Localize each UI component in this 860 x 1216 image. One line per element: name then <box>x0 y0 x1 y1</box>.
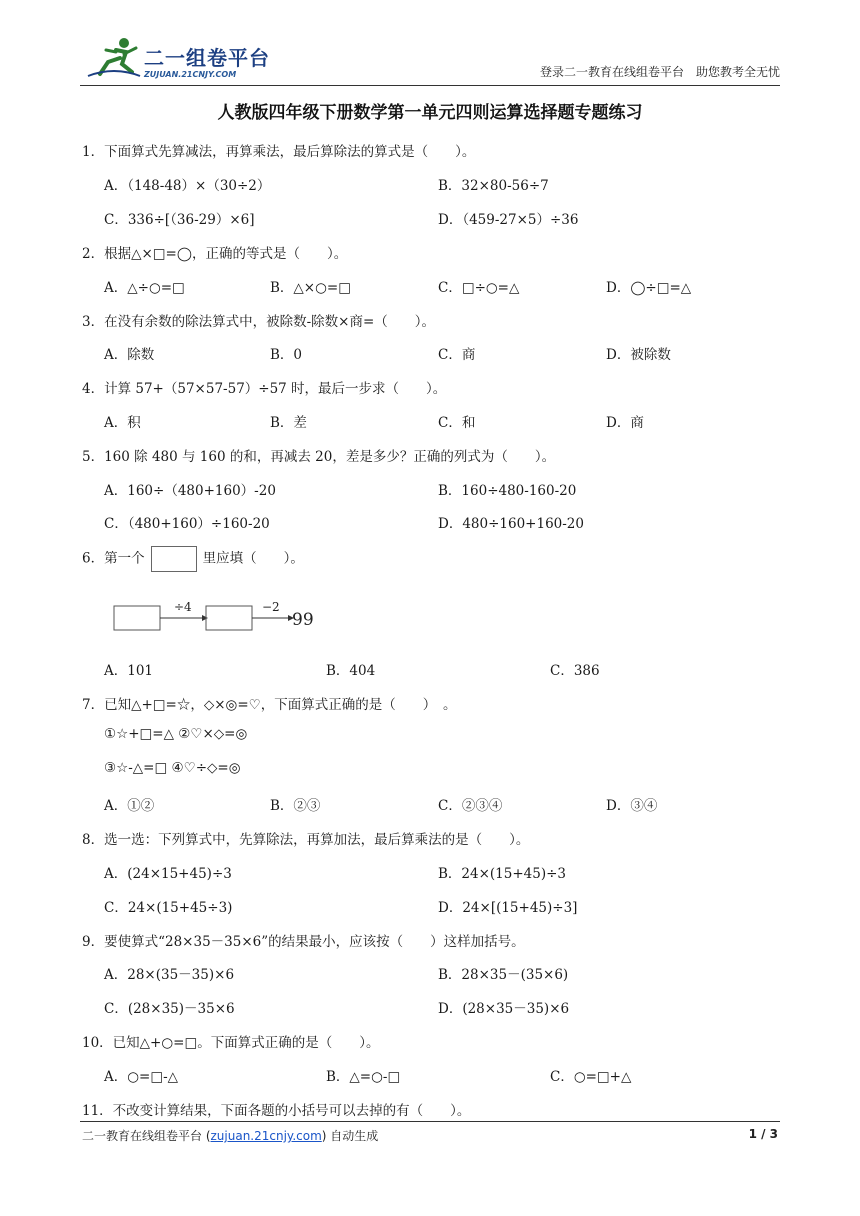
q6-stem-start: 6．第一个 <box>82 550 145 567</box>
runner-logo-icon <box>86 36 142 80</box>
q5-option-c[interactable]: C．（480+160）÷160-20 <box>104 516 270 532</box>
question-7: 7．已知△+□=☆，◇×◎=♡，下面算式正确的是（ ） 。 <box>82 697 457 713</box>
q4-option-c[interactable]: C．和 <box>438 415 476 431</box>
page-header <box>80 30 780 86</box>
flow-result: 99 <box>292 610 314 630</box>
q5-option-a[interactable]: A．160÷（480+160）-20 <box>104 483 276 499</box>
q8-option-b[interactable]: B．24×(15+45)÷3 <box>438 866 567 882</box>
q3-option-c[interactable]: C．商 <box>438 347 476 363</box>
footer-divider <box>80 1121 780 1122</box>
flow-op-2: −2 <box>262 600 280 614</box>
q7-option-c[interactable]: C．②③④ <box>438 798 503 814</box>
q7-statements-2: ③☆-△=□ ④♡÷◇=◎ <box>104 760 241 776</box>
q1-option-a[interactable]: A．（148-48）×（30÷2） <box>104 178 271 194</box>
logo-subtext: ZUJUAN.21CNJY.COM <box>144 70 237 79</box>
q3-option-d[interactable]: D．被除数 <box>606 347 671 363</box>
q9-option-a[interactable]: A．28×(35－35)×6 <box>104 967 235 983</box>
q1-option-b[interactable]: B．32×80-56÷7 <box>438 178 549 194</box>
page-title: 人教版四年级下册数学第一单元四则运算选择题专题练习 <box>217 103 643 123</box>
q2-option-b[interactable]: B．△×○=□ <box>270 280 351 296</box>
q10-option-b[interactable]: B．△=○-□ <box>326 1069 401 1085</box>
flow-box-2 <box>206 606 252 630</box>
q3-option-a[interactable]: A．除数 <box>104 347 155 363</box>
q9-option-c[interactable]: C．(28×35)－35×6 <box>104 1001 235 1017</box>
q4-option-a[interactable]: A．积 <box>104 415 141 431</box>
q8-option-d[interactable]: D．24×[(15+45)÷3] <box>438 900 578 916</box>
q6-stem-end: 里应填（ ）。 <box>202 550 304 567</box>
footer-link[interactable]: zujuan.21cnjy.com <box>210 1129 322 1143</box>
flow-arrowhead-1 <box>202 615 208 621</box>
question-3: 3．在没有余数的除法算式中，被除数-除数×商=（ ）。 <box>82 314 436 330</box>
q4-option-d[interactable]: D．商 <box>606 415 644 431</box>
q6-option-c[interactable]: C．386 <box>550 663 600 679</box>
question-8: 8．选一选：下列算式中，先算除法，再算加法，最后算乘法的是（ ）。 <box>82 832 530 848</box>
flow-box-1 <box>114 606 160 630</box>
q7-option-a[interactable]: A．①② <box>104 798 155 814</box>
q6-flow-diagram <box>112 596 332 644</box>
question-5: 5．160 除 480 与 160 的和，再减去 20，差是多少？正确的列式为（ ）。 <box>82 449 556 465</box>
q6-option-b[interactable]: B．404 <box>326 663 376 679</box>
q2-option-d[interactable]: D．◯÷□=△ <box>606 280 692 296</box>
q8-option-c[interactable]: C．24×(15+45÷3) <box>104 900 233 916</box>
question-2: 2．根据△×□=◯，正确的等式是（ ）。 <box>82 246 348 262</box>
q6-option-a[interactable]: A．101 <box>104 663 154 679</box>
q1-option-c[interactable]: C．336÷[（36-29）×6] <box>104 212 255 228</box>
q8-option-a[interactable]: A．(24×15+45)÷3 <box>104 866 232 882</box>
q10-option-c[interactable]: C．○=□+△ <box>550 1069 632 1085</box>
q1-option-d[interactable]: D．（459-27×5）÷36 <box>438 212 579 228</box>
footer-text-end: ) 自动生成 <box>321 1129 379 1143</box>
q7-option-b[interactable]: B．②③ <box>270 798 321 814</box>
header-divider <box>80 85 780 86</box>
question-6 <box>82 546 304 572</box>
q10-option-a[interactable]: A．○=□-△ <box>104 1069 179 1085</box>
q3-option-b[interactable]: B．0 <box>270 347 303 363</box>
q5-option-d[interactable]: D．480÷160+160-20 <box>438 516 584 532</box>
question-11: 11．不改变计算结果，下面各题的小括号可以去掉的有（ ）。 <box>82 1103 471 1119</box>
question-10: 10．已知△+○=□。下面算式正确的是（ ）。 <box>82 1035 380 1051</box>
flow-op-1: ÷4 <box>174 600 192 614</box>
page-number: 1 / 3 <box>748 1127 778 1141</box>
q2-option-a[interactable]: A．△÷○=□ <box>104 280 185 296</box>
blank-box <box>151 546 197 572</box>
q7-option-d[interactable]: D．③④ <box>606 798 658 814</box>
question-1: 1．下面算式先算减法，再算乘法，最后算除法的算式是（ ）。 <box>82 144 476 160</box>
site-logo[interactable] <box>86 36 286 80</box>
q9-option-b[interactable]: B．28×35－(35×6) <box>438 967 569 983</box>
question-9: 9．要使算式“28×35－35×6”的结果最小，应该按（ ）这样加括号。 <box>82 934 525 950</box>
question-4: 4．计算 57+（57×57-57）÷57 时，最后一步求（ ）。 <box>82 381 447 397</box>
header-slogan: 登录二一教育在线组卷平台 助您教考全无忧 <box>539 65 780 79</box>
q7-statements-1: ①☆+□=△ ②♡×◇=◎ <box>104 726 248 742</box>
q4-option-b[interactable]: B．差 <box>270 415 307 431</box>
q9-option-d[interactable]: D．(28×35－35)×6 <box>438 1001 570 1017</box>
q5-option-b[interactable]: B．160÷480-160-20 <box>438 483 577 499</box>
logo-text: 二一组卷平台 <box>144 46 270 70</box>
footer-text-start: 二一教育在线组卷平台 ( <box>82 1129 211 1143</box>
q2-option-c[interactable]: C．□÷○=△ <box>438 280 520 296</box>
footer-source <box>82 1127 378 1144</box>
